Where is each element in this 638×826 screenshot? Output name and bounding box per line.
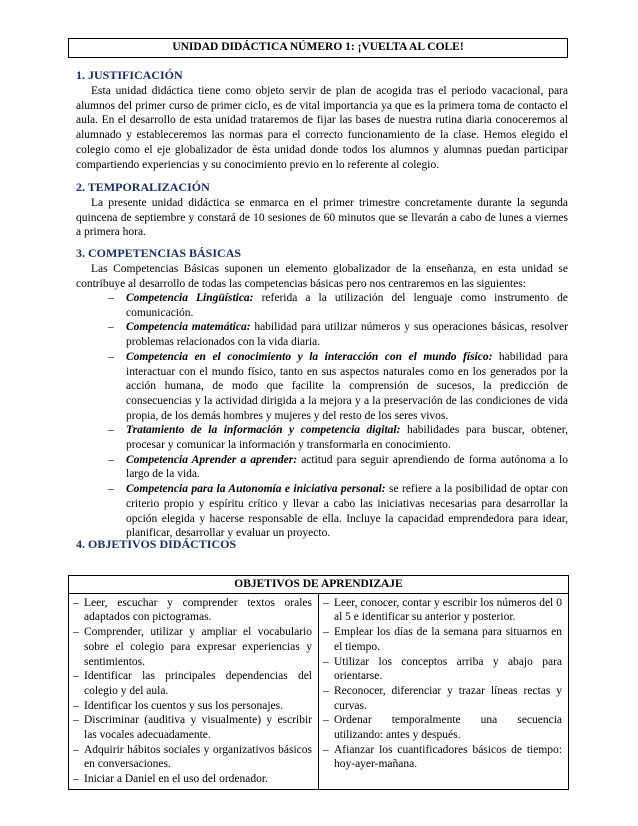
list-bullet: –	[73, 714, 79, 727]
justificacion-text: Esta unidad didáctica tiene como objeto servir de plan de acogida tras el periodo vacacional, para alumnos del primer curso de primer ciclo, es de vital importancia ya que es la primera toma de contacto el aula. En el desarrollo de esta unidad trataremos de fijar las bases de nuestra rutina diaria conoceremos al alumnado y estableceremos las normas para el correcto funcionamiento de la clase. Hemos elegido el colegio como el eje globalizador de ésta unidad donde todos los alumnos y alumnas puedan participar compartiendo experiencias y su conocimiento previo en lo referente al colegio.	[76, 85, 568, 171]
objetivo-text: Afianzar los cuantificadores básicos de tiempo: hoy-ayer-mañana.	[334, 743, 562, 771]
competencia-desc: habilidades para buscar, obtener, procesar y comunicar la información y transformarla en conocimiento.	[126, 424, 568, 452]
objetivo-text: Leer, conocer, contar y escribir los números del 0 al 5 e identificar su anterior y posterior.	[334, 596, 562, 624]
list-bullet: –	[108, 453, 114, 466]
competencia-desc: habilidad para utilizar números y sus operaciones básicas, resolver problemas relacionados con la vida diaria.	[126, 321, 568, 349]
competencia-term: Competencia matemática:	[126, 321, 251, 334]
list-bullet: –	[73, 773, 79, 786]
competencia-item	[108, 423, 568, 452]
objetivo-item	[73, 625, 312, 669]
competencias-list	[108, 291, 568, 541]
competencia-desc: actitud para seguir aprendiendo de forma autónoma a lo largo de la vida.	[126, 453, 569, 481]
competencia-desc: se refiere a la posibilidad de optar con criterio propio y espíritu crítico y llevar a cabo las iniciativas necesarias para desarrollar la opción elegida y hacerse responsable de ella. Incluye la capacidad emprendedora para idear, planificar, desarrollar y evaluar un proyecto.	[126, 483, 568, 540]
list-bullet: –	[108, 292, 114, 304]
objetivo-text: Discriminar (auditiva y visualmente) y escribir las vocales adecuadamente.	[84, 714, 312, 742]
objetivo-text: Identificar las principales dependencias del colegio y del aula.	[84, 670, 312, 697]
list-bullet: –	[108, 350, 114, 363]
objetivo-text: Utilizar los conceptos arriba y abajo para orientarse.	[334, 655, 562, 683]
objetivos-table	[68, 575, 569, 790]
objetivo-text: Adquirir hábitos sociales y organizativos básicos en conversaciones.	[84, 743, 312, 771]
competencia-desc: referida a la utilización del lenguaje como instrumento de comunicación.	[126, 292, 568, 319]
objetivo-item	[323, 655, 562, 684]
objetivo-item	[323, 743, 562, 772]
objetivo-item	[73, 699, 312, 714]
competencia-term: Competencia para la Autonomía e iniciativa personal:	[126, 483, 386, 496]
list-bullet: –	[108, 483, 114, 496]
section-heading-justificacion: 1. JUSTIFICACIÓN	[76, 68, 183, 82]
temporalizacion-paragraph	[76, 196, 568, 240]
section-heading-temporalizacion: 2. TEMPORALIZACIÓN	[76, 180, 210, 194]
objetivo-item	[323, 684, 562, 713]
objetivo-text: Leer, escuchar y comprender textos orales adaptados con pictogramas.	[84, 596, 312, 624]
competencia-term: Competencia en el conocimiento y la interacción con el mundo físico:	[126, 350, 493, 363]
section-heading-objetivos: 4. OBJETIVOS DIDÁCTICOS	[76, 537, 237, 551]
list-bullet: –	[323, 626, 329, 639]
competencia-term: Competencia Aprender a aprender:	[126, 453, 298, 466]
objetivo-text: Iniciar a Daniel en el uso del ordenador.	[84, 773, 268, 786]
objetivo-item	[73, 772, 312, 787]
objetivos-right-column	[319, 593, 569, 789]
list-bullet: –	[73, 626, 79, 639]
competencia-item	[108, 453, 568, 482]
objetivo-item	[73, 713, 312, 742]
list-bullet: –	[108, 321, 114, 334]
competencia-item	[108, 482, 568, 541]
objetivo-text: Emplear los días de la semana para situarnos en el tiempo.	[334, 626, 562, 653]
competencias-intro-paragraph	[76, 262, 568, 291]
list-bullet: –	[73, 670, 79, 683]
objetivos-left-column	[69, 593, 319, 789]
objetivo-item	[323, 596, 562, 625]
objetivo-item	[73, 596, 312, 625]
list-bullet: –	[323, 596, 329, 609]
competencia-term: Competencia Lingüística:	[126, 292, 254, 304]
list-bullet: –	[323, 655, 329, 668]
temporalizacion-text: La presente unidad didáctica se enmarca en el primer trimestre concretamente durante la segunda quincena de septiembre y constará de 10 sesiones de 60 minutos que se llevarán a cabo de lunes a viernes a primera hora.	[76, 197, 568, 239]
list-bullet: –	[73, 743, 79, 756]
objetivo-item	[73, 669, 312, 698]
competencia-desc: habilidad para interactuar con el mundo físico, tanto en sus aspectos naturales como en los generados por la acción humana, de modo que facilite la comprensión de sucesos, la predicción de consecuencias y la actividad dirigida a la mejora y a la preservación de las condiciones de vida propia, de los demás hombres y mujeres y del resto de los seres vivos.	[126, 350, 568, 422]
list-bullet: –	[73, 596, 79, 609]
list-bullet: –	[73, 699, 79, 712]
list-bullet: –	[323, 684, 329, 697]
objetivo-item	[73, 743, 312, 772]
objetivo-text: Identificar los cuentos y sus los personajes.	[84, 699, 283, 712]
objetivo-text: Ordenar temporalmente una secuencia utilizando: antes y después.	[334, 714, 562, 742]
objetivo-text: Reconocer, diferenciar y trazar líneas rectas y curvas.	[334, 684, 562, 712]
list-bullet: –	[108, 424, 114, 437]
document-title: UNIDAD DIDÁCTICA NÚMERO 1: ¡VUELTA AL COLE!	[68, 38, 568, 58]
objetivo-item	[323, 625, 562, 654]
objetivo-item	[323, 713, 562, 742]
competencia-term: Tratamiento de la información y competencia digital:	[126, 424, 401, 437]
competencia-item	[108, 291, 568, 320]
competencia-item	[108, 320, 568, 349]
section-heading-competencias: 3. COMPETENCIAS BÁSICAS	[76, 246, 242, 260]
objetivos-table-header: OBJETIVOS DE APRENDIZAJE	[69, 576, 569, 594]
competencias-intro-text: Las Competencias Básicas suponen un elemento globalizador de la enseñanza, en esta unidad se contribuye al desarrollo de todas las competencias básicas pero nos centraremos en las siguientes:	[76, 263, 568, 290]
list-bullet: –	[323, 743, 329, 756]
competencia-item	[108, 350, 568, 424]
justificacion-paragraph	[76, 84, 568, 172]
list-bullet: –	[323, 714, 329, 727]
objetivo-text: Comprender, utilizar y ampliar el vocabulario sobre el colegio para expresar experiencias y sentimientos.	[84, 626, 312, 668]
